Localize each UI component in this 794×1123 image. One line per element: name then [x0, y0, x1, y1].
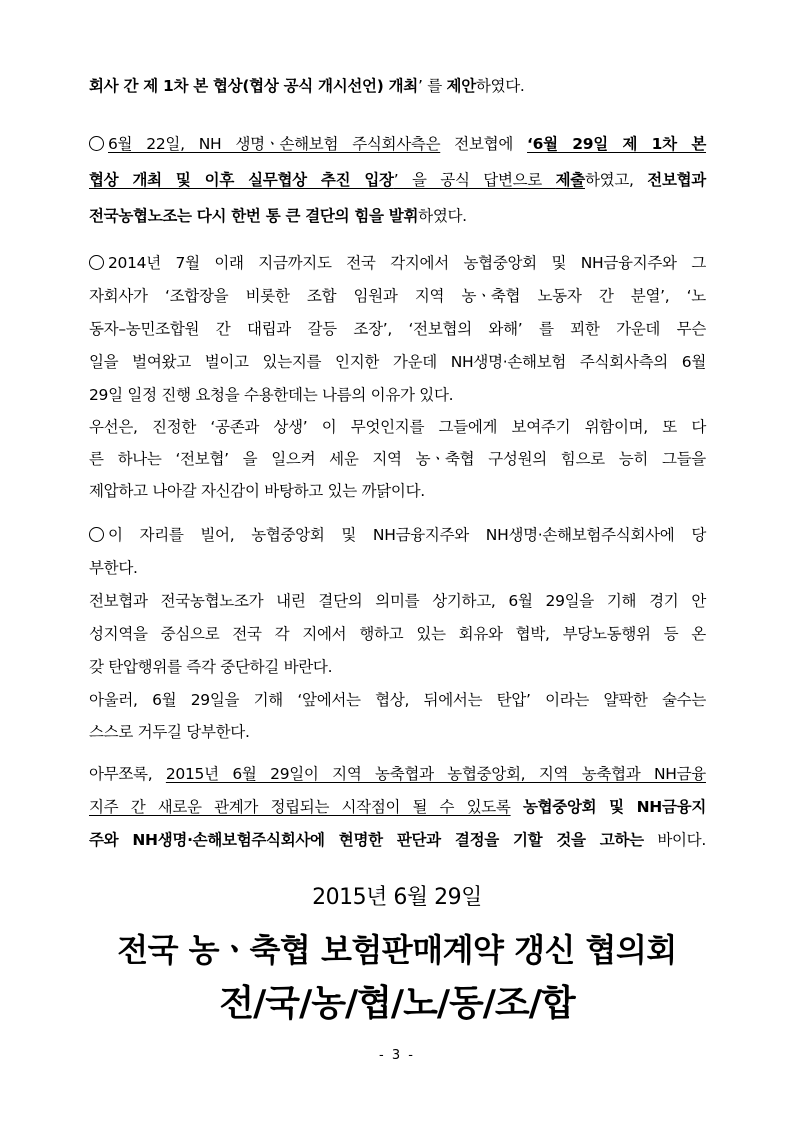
- text-run: 2015년 6월 29일이 지역 농축협과 농협중앙회, 지역 농축협과 NH금융: [165, 765, 706, 783]
- text-line: [89, 69, 525, 103]
- text-run: 주와 NH생명·손해보험주식회사에 현명한 판단과 결정을 기할 것을 고하는: [89, 831, 644, 849]
- text-run: 협상 개최 및 이후 실무협상 추진 입장: [89, 171, 394, 189]
- text-run: 하였다.: [475, 77, 525, 95]
- issuer-union-name: 전/국/농/협/노/동/조/합: [219, 983, 575, 1024]
- text-line: 성지역을 중심으로 전국 각 지에서 행하고 있는 회유와 협박, 부당노동행위 등 온: [89, 625, 706, 643]
- text-line: 아울러, 6월 29일을 기해 ‘앞에서는 협상, 뒤에서는 탄압’ 이라는 얄팍한 술수는: [89, 691, 706, 709]
- page-number: - 3 -: [379, 1048, 415, 1063]
- text-run: 하였다.: [418, 207, 467, 225]
- statement-date: 2015년 6월 29일: [312, 885, 482, 910]
- text-line: 동자–농민조합원 간 대립과 갈등 조장’, ‘전보협의 와해’ 를 꾀한 가운데 무슨: [89, 320, 706, 338]
- text-line: 우선은, 진정한 ‘공존과 상생’ 이 무엇인지를 그들에게 보여주기 위함이며, 또 다: [89, 418, 706, 436]
- text-line: 갖 탄압행위를 즉각 중단하길 바란다.: [89, 658, 333, 676]
- text-run: 제출: [555, 171, 585, 189]
- text-line: 29일 일정 진행 요청을 수용한데는 나름의 이유가 있다.: [89, 386, 454, 404]
- circle-bullet-icon: [89, 527, 104, 542]
- text-line: 른 하나는 ‘전보협’ 을 일으켜 세운 지역 농ㆍ축협 구성원의 힘으로 능히 그들을: [89, 450, 706, 468]
- text-run: 전보협과: [647, 171, 706, 189]
- text-run: 회사 간: [89, 77, 144, 95]
- text-run: [511, 798, 523, 816]
- text-run: 농협중앙회 및 NH금융지: [522, 798, 706, 816]
- text-run: ‘6월 29일 제 1차 본: [527, 135, 707, 153]
- text-run: 전국농협노조는 다시 한번 통 큰 결단의 힘을 발휘: [89, 207, 419, 225]
- text-run: ’ 를: [417, 77, 447, 95]
- issuer-council-name: 전국 농ㆍ축협 보험판매계약 갱신 협의회: [117, 931, 677, 969]
- text-line: 전보협과 전국농협노조가 내린 결단의 의미를 상기하고, 6월 29일을 기해 경기 안: [89, 592, 706, 610]
- text-line: 일을 벌여왔고 벌이고 있는지를 인지한 가운데 NH생명·손해보험 주식회사측의 6월: [89, 353, 706, 371]
- text-line: [89, 127, 706, 161]
- circle-bullet-icon: [89, 136, 104, 151]
- text-segment: 2014년 7월 이래 지금까지도 전국 각지에서 농협중앙회 및 NH금융지주와 그: [108, 254, 706, 272]
- text-run: 하였고,: [584, 171, 648, 189]
- text-run: 제안: [446, 77, 476, 95]
- text-line: [89, 790, 706, 824]
- text-run: 지주 간 새로운 관계가 정립되는 시작점이 될 수 있도록: [89, 798, 511, 816]
- text-line: 자회사가 ‘조합장을 비롯한 조합 임원과 지역 농ㆍ축협 노동자 간 분열’, ‘노: [89, 287, 706, 305]
- circle-bullet-icon: [89, 255, 104, 270]
- text-run: 바이다.: [643, 831, 706, 849]
- text-line: [89, 518, 706, 552]
- text-run: 제 1차 본 협상(협상 공식 개시선언) 개최: [143, 77, 418, 95]
- text-line: 부한다.: [89, 559, 138, 577]
- text-line: [89, 823, 706, 857]
- text-segment: 이 자리를 빌어, 농협중앙회 및 NH금융지주와 NH생명·손해보험주식회사에 당: [108, 526, 706, 544]
- text-run: 6월 22일, NH 생명ㆍ손해보험 주식회사측은: [108, 135, 441, 153]
- text-line: [89, 246, 706, 280]
- text-run: 아무쪼록,: [89, 765, 166, 783]
- text-line: 스스로 거두길 당부한다.: [89, 723, 250, 741]
- text-line: 제압하고 나아갈 자신감이 바탕하고 있는 까닭이다.: [89, 482, 425, 500]
- text-run: ’ 을 공식 답변으로: [393, 171, 556, 189]
- text-line: [89, 199, 467, 233]
- text-run: 전보협에: [440, 135, 528, 153]
- text-line: [89, 163, 706, 197]
- text-segment: [108, 135, 706, 153]
- text-line: [89, 757, 706, 791]
